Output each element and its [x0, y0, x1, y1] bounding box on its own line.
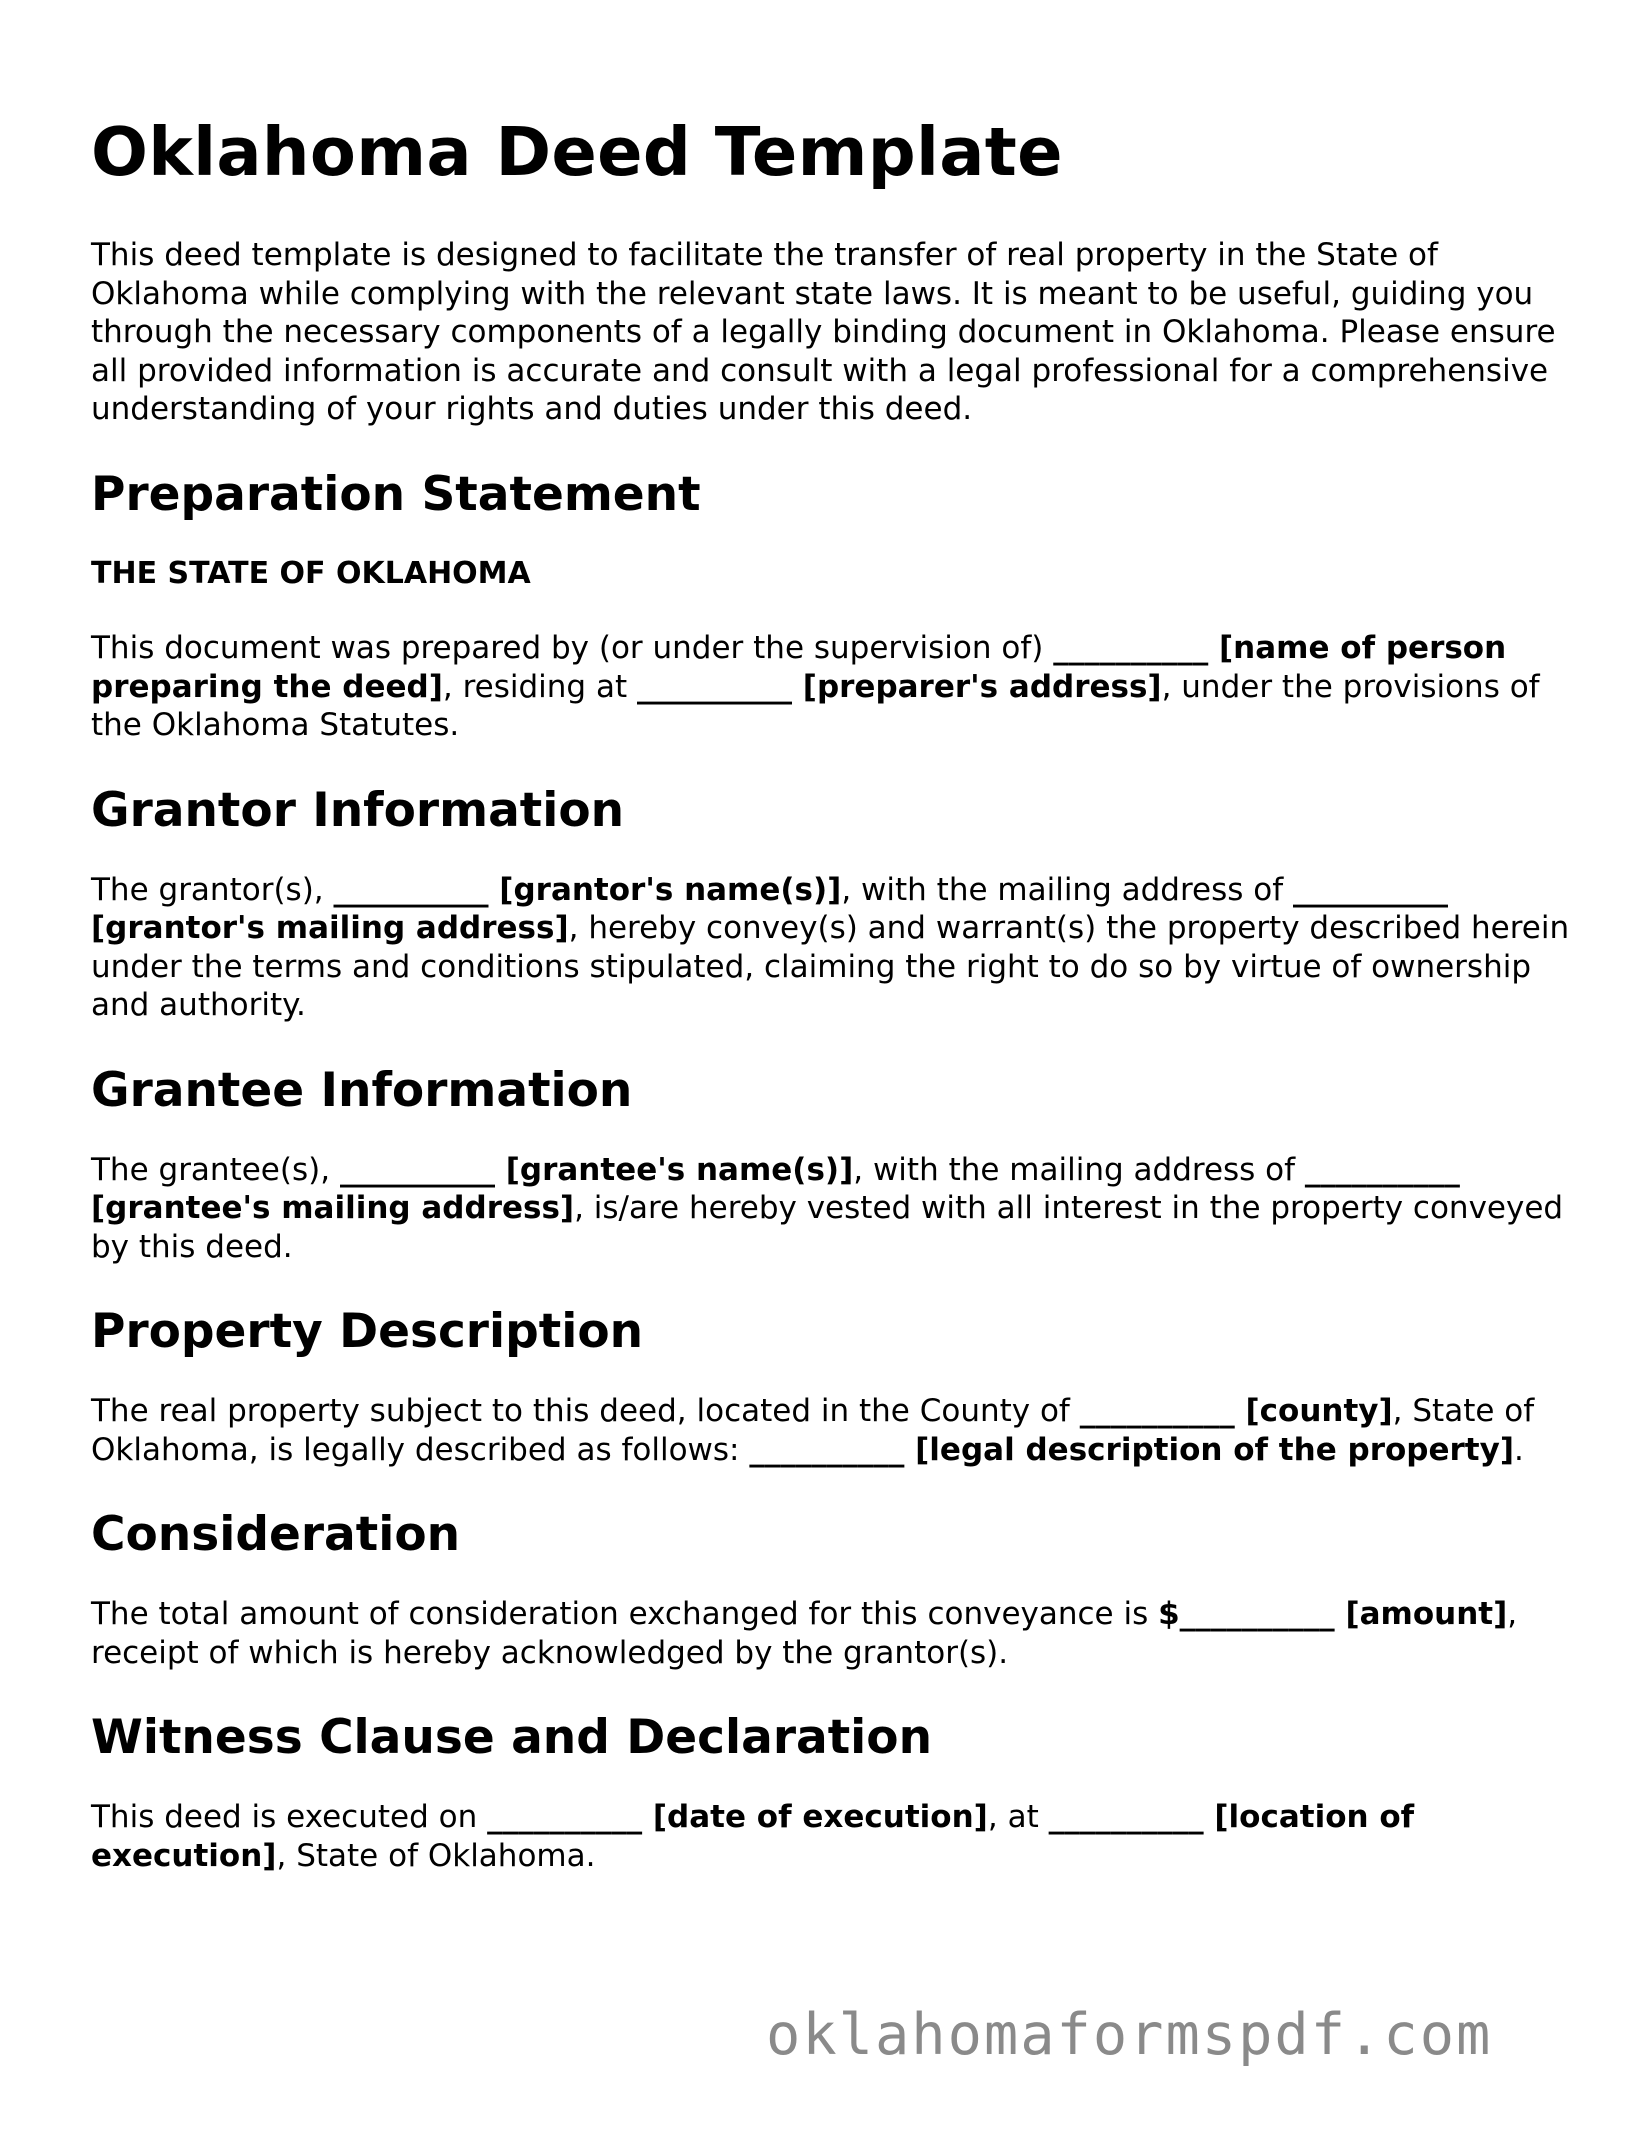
witness-section — [91, 1710, 1571, 1875]
grantor-text-1: The grantor(s), — [91, 871, 334, 908]
witness-text-1: This deed is executed on — [91, 1799, 488, 1835]
legal-description-placeholder: __________ [legal description of the property] — [749, 1431, 1514, 1468]
grantor-section — [91, 783, 1571, 1025]
witness-text-3: , State of Oklahoma. — [276, 1837, 596, 1874]
grantor-paragraph — [91, 871, 1571, 1025]
preparation-paragraph — [91, 629, 1571, 745]
grantor-address-placeholder: __________ [grantor's mailing address] — [91, 871, 1448, 946]
intro-paragraph: This deed template is designed to facilitate the transfer of real property in the State of Oklahoma while complying with the relevant state laws. It is meant to be useful, guiding you through the necessary components of a legally binding document in Oklahoma. Please ensure all provided information is accurate and consult with a legal professional for a comprehensive understanding of your rights and duties under this deed. — [91, 237, 1556, 427]
property-heading: Property Description — [91, 1304, 644, 1359]
preparation-section — [91, 467, 1571, 745]
execution-location-placeholder: __________ [location of execution] — [91, 1799, 1415, 1874]
property-paragraph — [91, 1392, 1571, 1469]
preparation-text-3: , under the provisions of the Oklahoma Statutes. — [91, 668, 1540, 743]
grantee-paragraph — [91, 1151, 1571, 1267]
consideration-text-2: , receipt of which is hereby acknowledged by the grantor(s). — [91, 1596, 1518, 1671]
grantee-text-1: The grantee(s), — [91, 1151, 340, 1188]
document-title: Oklahoma Deed Template — [91, 113, 1063, 191]
property-section — [91, 1304, 1571, 1469]
state-line: THE STATE OF OKLAHOMA — [91, 555, 531, 591]
property-text-3: . — [1514, 1431, 1524, 1468]
execution-date-placeholder: __________ [date of execution] — [487, 1799, 988, 1835]
grantor-text-2: , with the mailing address of — [841, 871, 1293, 908]
witness-heading: Witness Clause and Declaration — [91, 1710, 933, 1765]
property-text-2: , State of Oklahoma, is legally described as follows: — [91, 1393, 1535, 1468]
consideration-text-1: The total amount of consideration exchanged for this conveyance is — [91, 1596, 1159, 1632]
amount-placeholder: $__________ [amount] — [1158, 1596, 1508, 1632]
preparer-address-placeholder: __________ [preparer's address] — [636, 668, 1162, 705]
grantor-name-placeholder: __________ [grantor's name(s)] — [333, 871, 842, 908]
grantee-text-3: , is/are hereby vested with all interest in the property conveyed by this deed. — [91, 1190, 1564, 1265]
consideration-heading: Consideration — [91, 1507, 461, 1562]
consideration-section — [91, 1507, 1571, 1672]
grantor-heading: Grantor Information — [91, 782, 625, 838]
grantor-text-3: , hereby convey(s) and warrant(s) the property described herein under the terms and conditions stipulated, claiming the right to do so by virtue of ownership and authority. — [91, 910, 1570, 1023]
document-page — [91, 112, 1571, 1913]
grantee-name-placeholder: __________ [grantee's name(s)] — [339, 1151, 854, 1188]
witness-paragraph — [91, 1798, 1571, 1875]
consideration-paragraph — [91, 1595, 1571, 1672]
grantee-address-placeholder: __________ [grantee's mailing address] — [91, 1151, 1460, 1226]
preparation-heading: Preparation Statement — [91, 466, 701, 522]
preparation-text-2: , residing at — [442, 668, 637, 705]
grantee-section — [91, 1063, 1571, 1267]
site-watermark: oklahomaformspdf.com — [766, 2002, 1493, 2068]
preparation-text-1: This document was prepared by (or under the supervision of) — [91, 630, 1054, 666]
grantee-heading: Grantee Information — [91, 1062, 633, 1118]
county-placeholder: __________ [county] — [1079, 1393, 1393, 1429]
grantee-text-2: , with the mailing address of — [853, 1151, 1305, 1188]
property-text-1: The real property subject to this deed, located in the County of — [91, 1393, 1080, 1429]
witness-text-2: , at — [987, 1799, 1049, 1835]
preparer-name-placeholder: __________ [name of person preparing the deed] — [91, 630, 1507, 705]
